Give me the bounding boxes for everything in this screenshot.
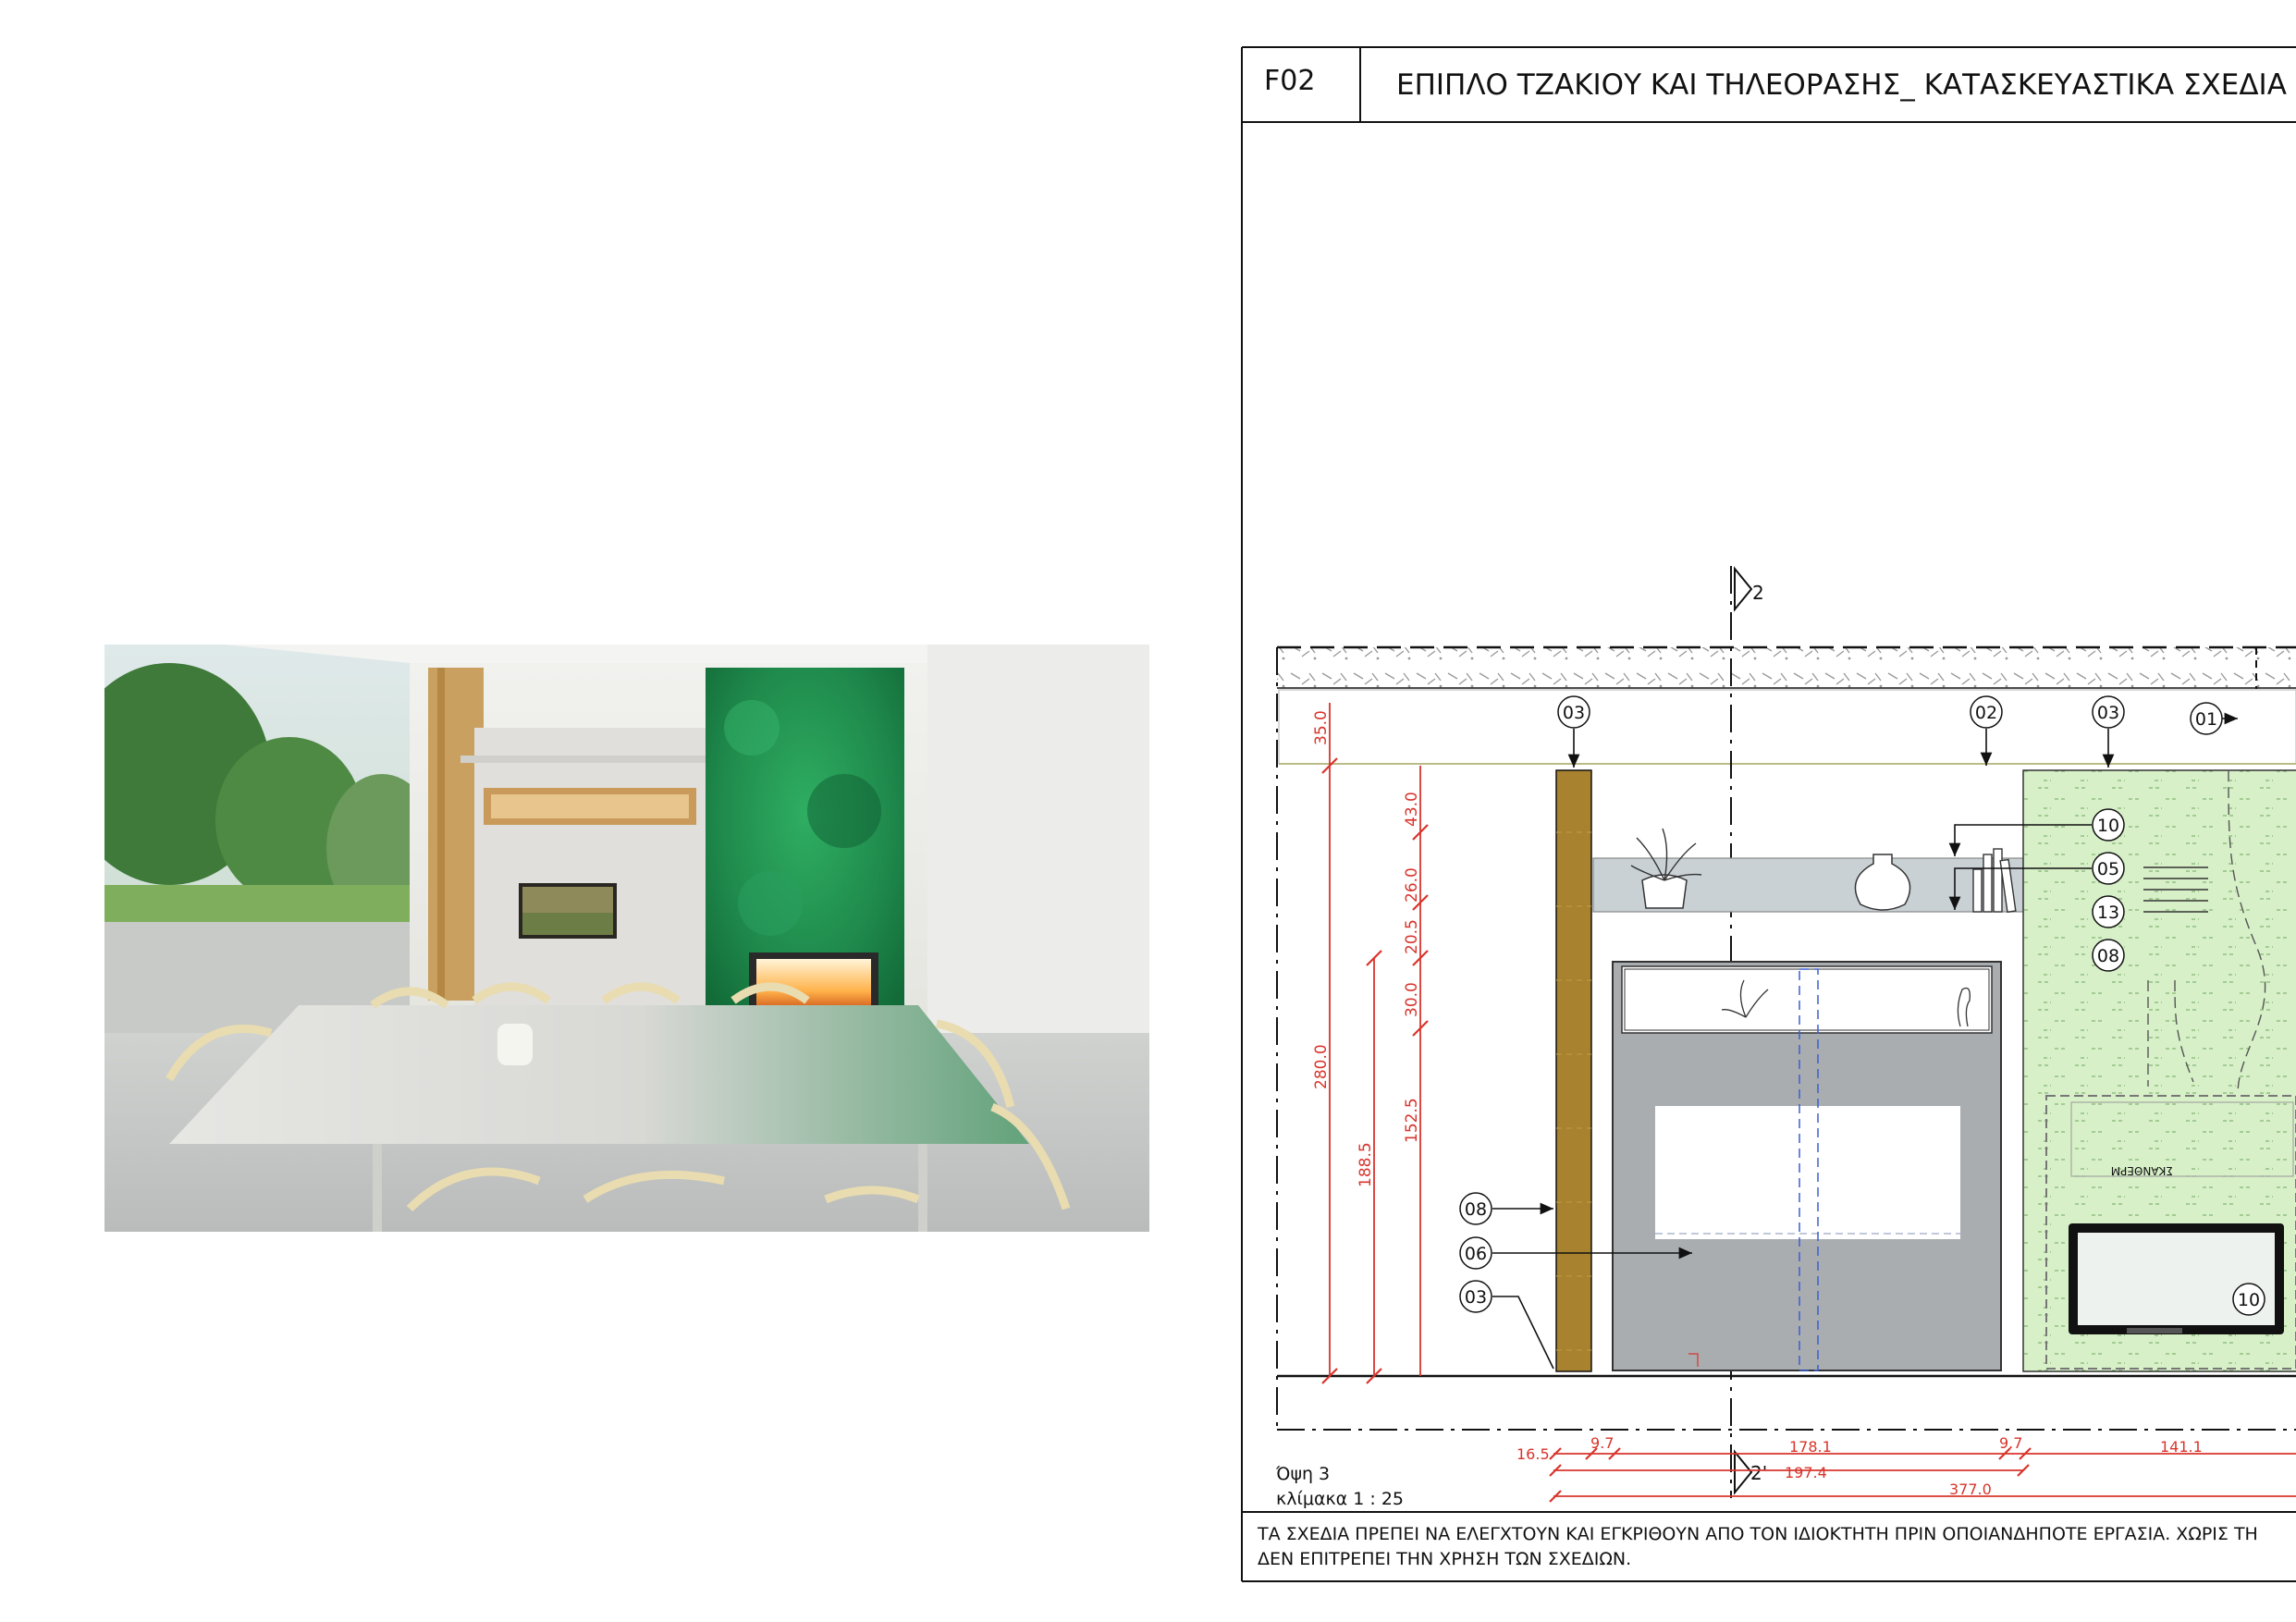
svg-text:01: 01 [2194,709,2218,730]
svg-text:05: 05 [2096,859,2120,879]
callout-03-top-right [2093,696,2124,728]
callout-08-right [2093,940,2124,971]
svg-text:13: 13 [2096,903,2120,923]
dim-152: 152.5 [1403,1098,1421,1143]
tv-cabinet [1613,962,2001,1370]
svg-text:06: 06 [1464,1244,1488,1264]
svg-text:03: 03 [2096,703,2120,723]
callout-03-top-left [1558,696,1590,728]
dim-43: 43.0 [1403,792,1421,827]
horizontal-dimension-labels [1516,1434,2203,1498]
wall-shelf [1593,829,2023,912]
ceiling-insulation [1277,647,2296,764]
callout-05 [2093,853,2124,884]
svg-text:08: 08 [1464,1199,1488,1220]
fireplace-brand: ΣΚΑΝΘΕΡΜ [2110,1164,2173,1177]
wood-column [1556,770,1591,1371]
callout-08-left [1460,1193,1492,1224]
callout-06 [1460,1237,1492,1269]
callout-02 [1971,696,2002,728]
vertical-dimension-labels [1312,710,1421,1187]
dim-26: 26.0 [1403,867,1421,903]
dim-20-5: 20.5 [1403,919,1421,954]
section-label-bottom: 2' [1750,1462,1768,1484]
note-line-1: ΤΑ ΣΧΕΔΙΑ ΠΡΕΠΕΙ ΝΑ ΕΛΕΓΧΤΟΥΝ ΚΑΙ ΕΓΚΡΙΘΟΥΝ ΑΠΟ ΤΟΝ ΙΔΙΟΚΤΗΤΗ ΠΡΙΝ ΟΠΟΙΑΝΔΗΠΟΤΕ ΕΡΓΑΣΙΑ. ΧΩΡΙΣ ΤΗ [1258,1524,2258,1544]
dim-9-7-left: 9.7 [1590,1434,1615,1452]
svg-text:02: 02 [1974,703,1998,723]
dim-9-7-right: 9.7 [1999,1434,2023,1452]
dim-197-4: 197.4 [1785,1464,1827,1481]
callout-01 [2191,703,2222,734]
dim-30: 30.0 [1403,982,1421,1017]
callout-10-top [2093,809,2124,841]
svg-text:03: 03 [1562,703,1586,723]
sheet-title: ΕΠΙΠΛΟ ΤΖΑΚΙΟΥ ΚΑΙ ΤΗΛΕΟΡΑΣΗΣ_ ΚΑΤΑΣΚΕΥΑΣΤΙΚΑ ΣΧΕΔΙΑ [1396,68,2287,102]
svg-text:10: 10 [2237,1290,2261,1310]
svg-text:03: 03 [1464,1287,1488,1308]
fireplace-panel [2023,770,2296,1371]
view-scale: κλίμακα 1 : 25 [1276,1489,1404,1509]
section-label-top: 2 [1752,582,1764,604]
svg-text:10: 10 [2096,816,2120,836]
dim-35: 35.0 [1312,710,1331,745]
dim-178-1: 178.1 [1789,1438,1832,1456]
dim-188: 188.5 [1357,1142,1375,1187]
horizontal-dimensions [1550,1448,2296,1502]
dim-280: 280.0 [1312,1044,1331,1089]
svg-text:08: 08 [2096,946,2120,966]
dim-16-5: 16.5 [1516,1445,1550,1463]
callout-13 [2093,896,2124,928]
view-name: Όψη 3 [1276,1464,1331,1484]
dim-141-1: 141.1 [2160,1438,2203,1456]
dim-377: 377.0 [1949,1481,1992,1498]
callout-10-fireplace [2233,1284,2265,1315]
callout-03-left [1460,1281,1492,1312]
sheet-code: F02 [1264,65,1316,97]
note-line-2: ΔΕΝ ΕΠΙΤΡΕΠΕΙ ΤΗΝ ΧΡΗΣΗ ΤΩΝ ΣΧΕΔΙΩΝ. [1258,1549,1632,1569]
